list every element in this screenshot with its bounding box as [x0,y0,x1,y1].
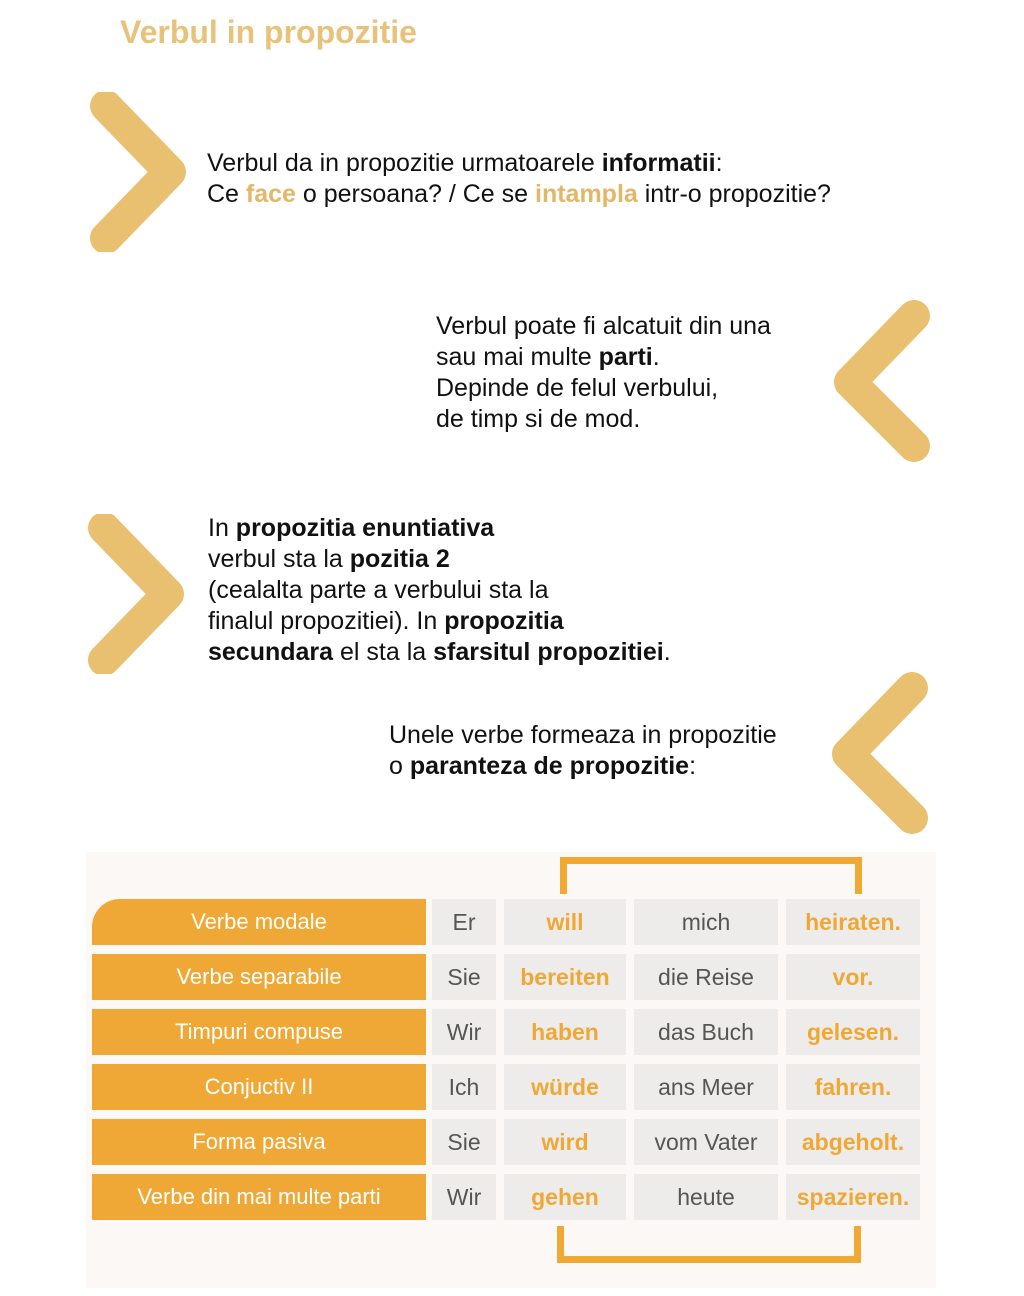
verb-part-1-cell: bereiten [504,954,626,1000]
chevron-right-icon [86,514,190,674]
verb-part-2-cell: abgeholt. [786,1119,920,1165]
verb-part-2-cell: heiraten. [786,899,920,945]
verb-part-2-cell: vor. [786,954,920,1000]
row-label: Conjuctiv II [92,1064,426,1110]
verb-part-2-cell: spazieren. [786,1174,920,1220]
subject-cell: Ich [432,1064,496,1110]
table-row [0,1009,1024,1055]
chevron-right-icon [88,92,192,252]
subject-cell: Wir [432,1174,496,1220]
row-label: Verbe din mai multe parti [92,1174,426,1220]
bracket-bottom [557,1226,861,1263]
verb-part-2-cell: gelesen. [786,1009,920,1055]
middle-cell: das Buch [634,1009,778,1055]
text-block-verb-parts: Verbul poate fi alcatuit din una sau mai multe parti. Depinde de felul verbului, de timp si de mod. [436,312,771,433]
verb-part-1-cell: würde [504,1064,626,1110]
bracket-top [560,857,862,894]
table-row [0,954,1024,1000]
subject-cell: Sie [432,1119,496,1165]
row-label: Timpuri compuse [92,1009,426,1055]
row-label: Verbe separabile [92,954,426,1000]
subject-cell: Sie [432,954,496,1000]
subject-cell: Wir [432,1009,496,1055]
subject-cell: Er [432,899,496,945]
verb-part-1-cell: wird [504,1119,626,1165]
verb-part-2-cell: fahren. [786,1064,920,1110]
verb-part-1-cell: gehen [504,1174,626,1220]
table-row [0,899,1024,945]
page-title: Verbul in propozitie [120,14,417,50]
row-label: Forma pasiva [92,1119,426,1165]
middle-cell: die Reise [634,954,778,1000]
text-block-verb-info: Verbul da in propozitie urmatoarele informatii: Ce face o persoana? / Ce se intampla intr-o propozitie? [207,149,831,208]
middle-cell: vom Vater [634,1119,778,1165]
middle-cell: heute [634,1174,778,1220]
chevron-left-icon [828,300,934,462]
middle-cell: mich [634,899,778,945]
table-row [0,1064,1024,1110]
table-row [0,1119,1024,1165]
verb-part-1-cell: will [504,899,626,945]
row-label: Verbe modale [92,899,426,945]
chevron-left-icon [826,672,932,834]
text-block-verb-position: In propozitia enuntiativa verbul sta la pozitia 2 (cealalta parte a verbului sta la finalul propozitiei). In propozitia secundara el sta la sfarsitul propozitiei. [208,514,671,666]
verb-part-1-cell: haben [504,1009,626,1055]
middle-cell: ans Meer [634,1064,778,1110]
table-row [0,1174,1024,1220]
text-block-verb-bracket: Unele verbe formeaza in propozitie o paranteza de propozitie: [389,721,777,780]
